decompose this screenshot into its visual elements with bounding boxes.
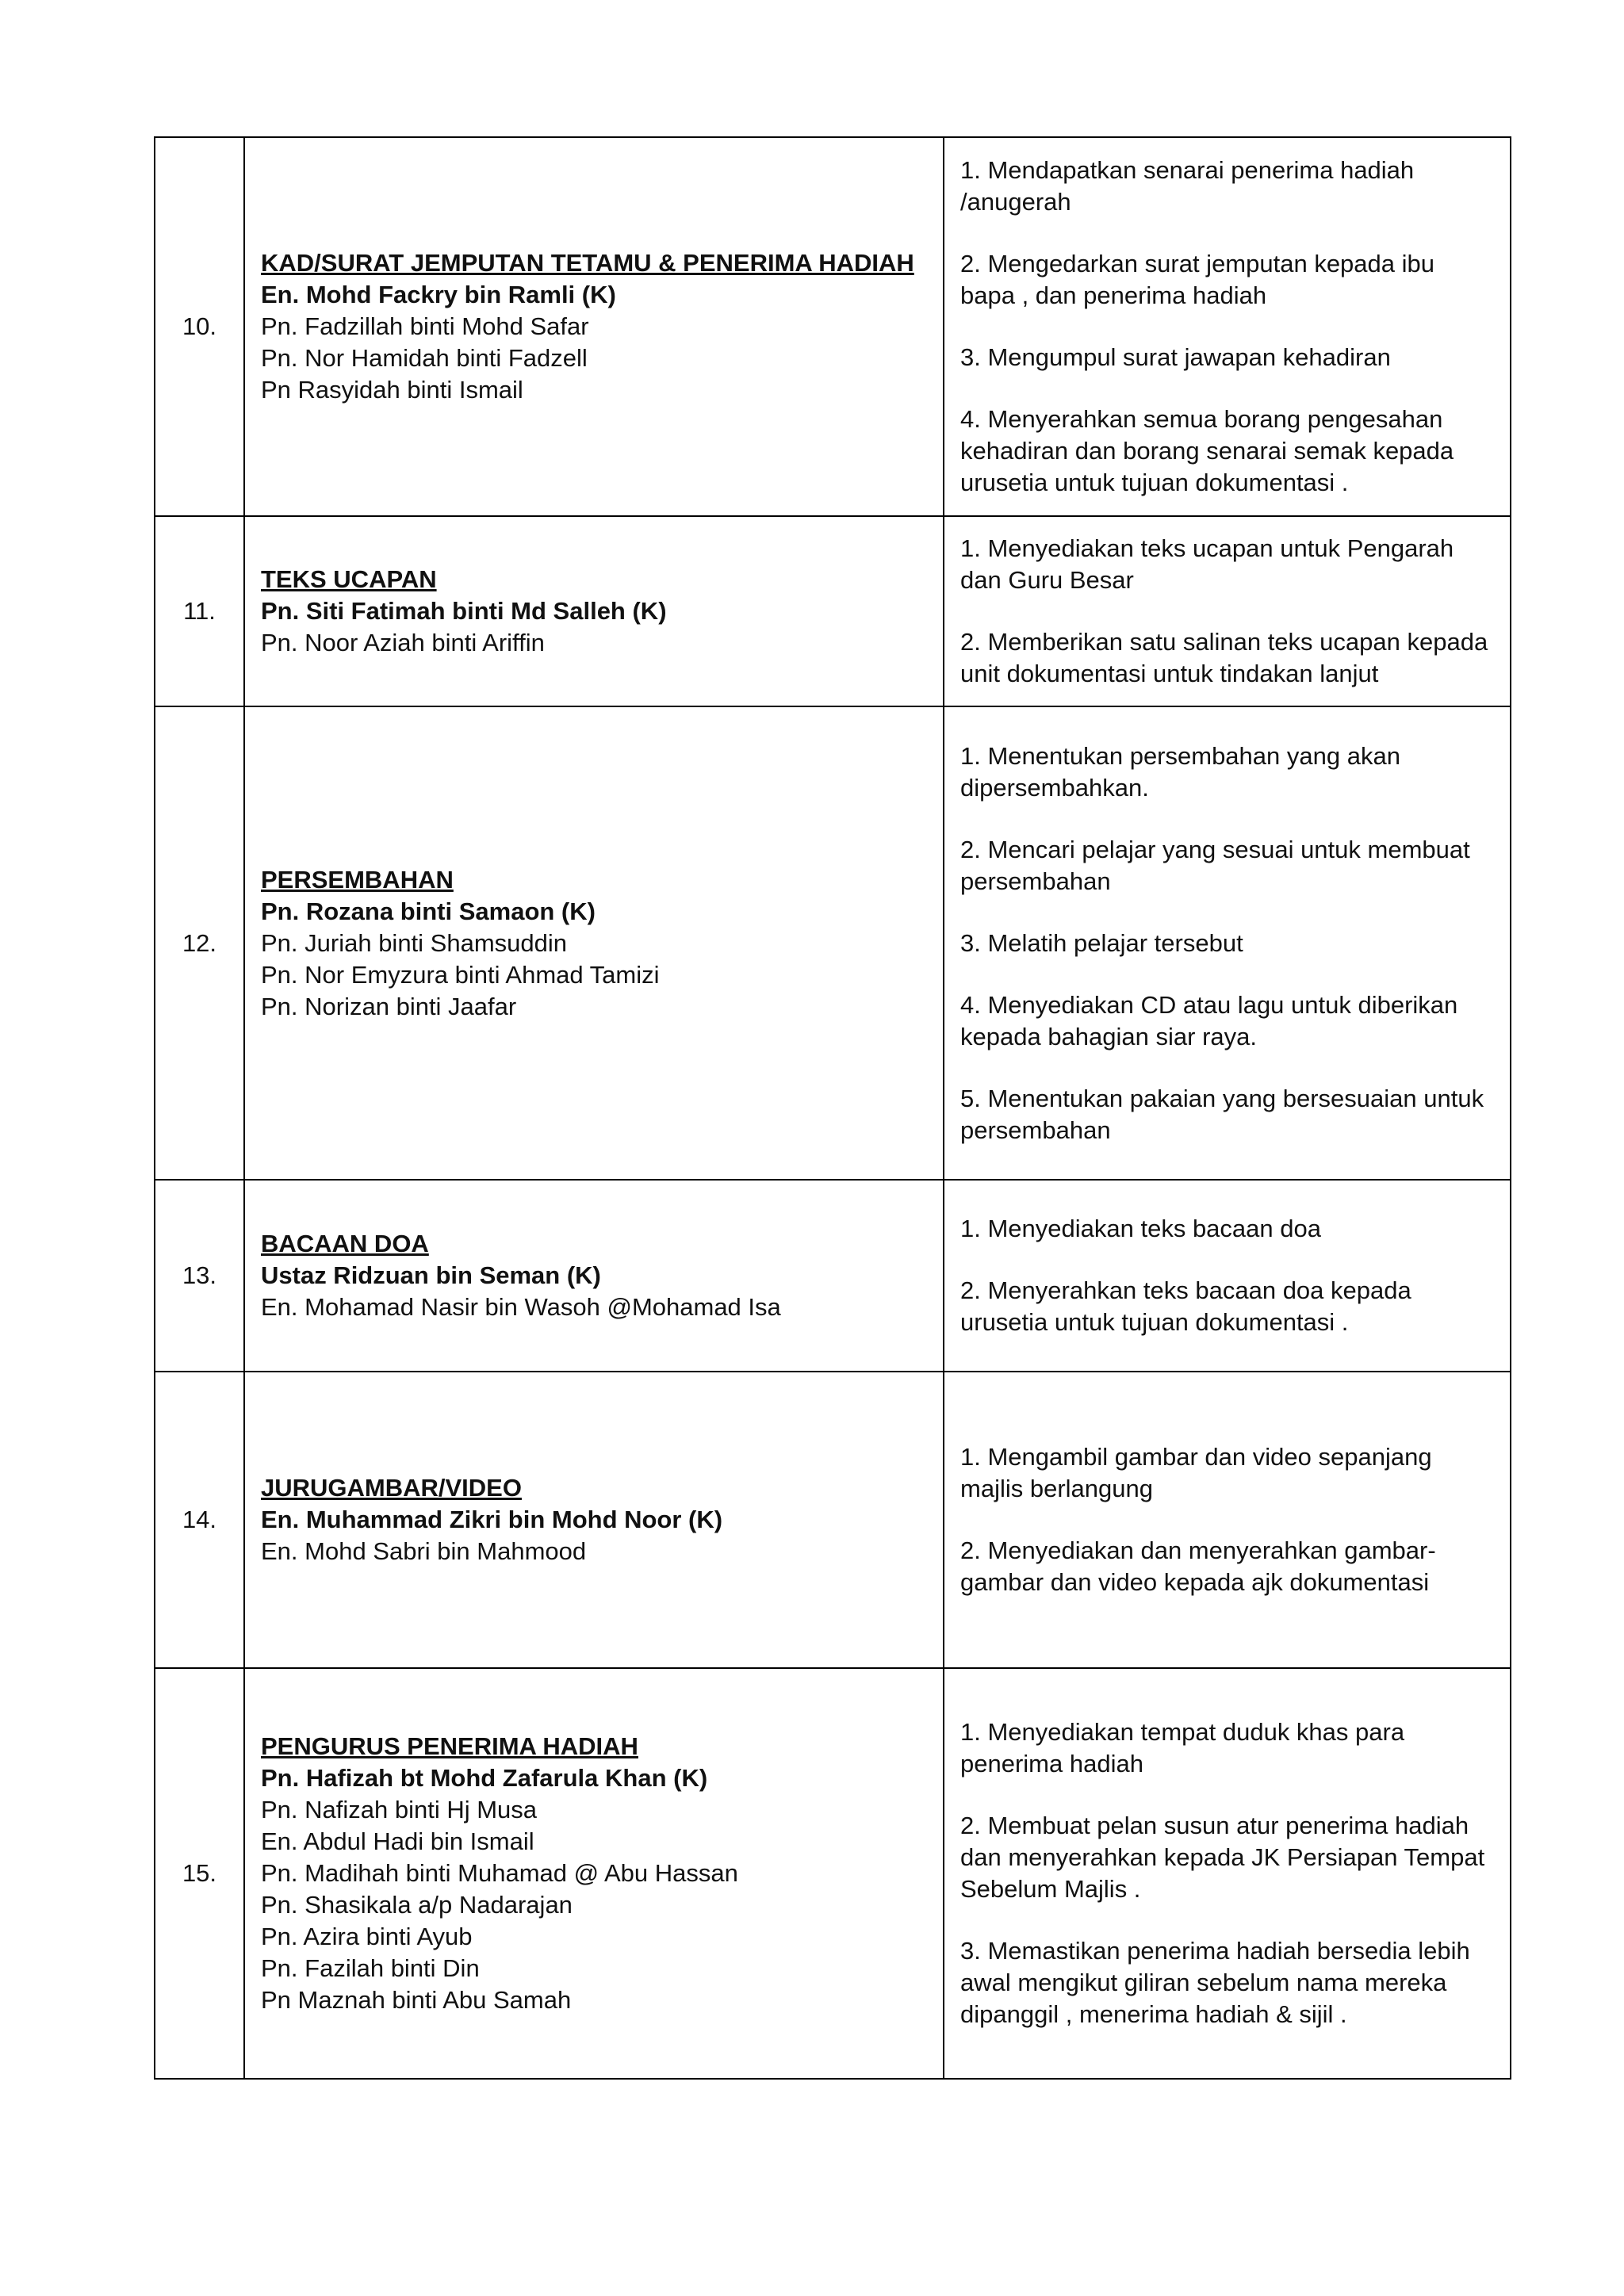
committee-member: Pn. Shasikala a/p Nadarajan bbox=[261, 1891, 573, 1919]
row-number: 15. bbox=[155, 1668, 244, 2079]
committee-member: Pn. Nor Hamidah binti Fadzell bbox=[261, 344, 588, 372]
committee-row bbox=[155, 516, 1511, 706]
committee-row bbox=[155, 706, 1511, 1180]
committee-title: KAD/SURAT JEMPUTAN TETAMU & PENERIMA HADIAH bbox=[261, 249, 914, 277]
task-item: 1. Mengambil gambar dan video sepanjang majlis berlangung bbox=[960, 1443, 1432, 1502]
committee-member: Pn. Nor Emyzura binti Ahmad Tamizi bbox=[261, 960, 660, 989]
task-cell bbox=[944, 1372, 1511, 1668]
committee-leader: Ustaz Ridzuan bin Seman (K) bbox=[261, 1261, 601, 1289]
committee-table bbox=[154, 136, 1511, 2080]
committee-cell bbox=[244, 1668, 944, 2079]
task-item: 2. Memberikan satu salinan teks ucapan kepada unit dokumentasi untuk tindakan lanjut bbox=[960, 628, 1488, 687]
task-item: 2. Mengedarkan surat jemputan kepada ibu bapa , dan penerima hadiah bbox=[960, 250, 1435, 309]
committee-member: Pn. Nafizah binti Hj Musa bbox=[261, 1796, 538, 1823]
task-item: 3. Melatih pelajar tersebut bbox=[960, 928, 1243, 957]
committee-cell bbox=[244, 516, 944, 706]
committee-member: En. Mohd Sabri bin Mahmood bbox=[261, 1537, 587, 1565]
committee-member: Pn. Noor Aziah binti Ariffin bbox=[261, 629, 545, 656]
task-item: 2. Menyerahkan teks bacaan doa kepada urusetia untuk tujuan dokumentasi . bbox=[960, 1276, 1411, 1336]
committee-title: PENGURUS PENERIMA HADIAH bbox=[261, 1732, 638, 1760]
task-item: 2. Mencari pelajar yang sesuai untuk membuat persembahan bbox=[960, 835, 1470, 895]
task-item: 4. Menyediakan CD atau lagu untuk diberikan kepada bahagian siar raya. bbox=[960, 990, 1458, 1050]
row-number: 11. bbox=[155, 516, 244, 706]
committee-member: Pn. Fadzillah binti Mohd Safar bbox=[261, 312, 589, 340]
committee-member: Pn. Norizan binti Jaafar bbox=[261, 992, 517, 1020]
committee-member: En. Abdul Hadi bin Ismail bbox=[261, 1827, 534, 1855]
committee-member: Pn. Madihah binti Muhamad @ Abu Hassan bbox=[261, 1859, 738, 1887]
task-item: 1. Mendapatkan senarai penerima hadiah /anugerah bbox=[960, 156, 1415, 216]
committee-title: BACAAN DOA bbox=[261, 1230, 429, 1257]
committee-title: PERSEMBAHAN bbox=[261, 865, 454, 894]
row-number: 10. bbox=[155, 137, 244, 516]
committee-row bbox=[155, 137, 1511, 516]
task-item: 3. Mengumpul surat jawapan kehadiran bbox=[960, 343, 1391, 371]
task-cell bbox=[944, 516, 1511, 706]
task-item: 1. Menyediakan teks ucapan untuk Pengarah dan Guru Besar bbox=[960, 534, 1454, 594]
committee-leader: Pn. Hafizah bt Mohd Zafarula Khan (K) bbox=[261, 1764, 708, 1792]
task-item: 2. Membuat pelan susun atur penerima hadiah dan menyerahkan kepada JK Persiapan Tempat Sebelum Majlis . bbox=[960, 1812, 1485, 1903]
committee-cell bbox=[244, 1372, 944, 1668]
committee-table-body bbox=[155, 137, 1511, 2079]
task-cell bbox=[944, 706, 1511, 1180]
task-cell bbox=[944, 137, 1511, 516]
task-cell bbox=[944, 1180, 1511, 1372]
task-item: 1. Menyediakan tempat duduk khas para penerima hadiah bbox=[960, 1718, 1405, 1777]
committee-cell bbox=[244, 1180, 944, 1372]
committee-leader: Pn. Rozana binti Samaon (K) bbox=[261, 897, 596, 925]
committee-member: En. Mohamad Nasir bin Wasoh @Mohamad Isa bbox=[261, 1293, 781, 1321]
task-item: 2. Menyediakan dan menyerahkan gambar-gambar dan video kepada ajk dokumentasi bbox=[960, 1536, 1436, 1596]
task-cell bbox=[944, 1668, 1511, 2079]
committee-leader: En. Muhammad Zikri bin Mohd Noor (K) bbox=[261, 1506, 723, 1533]
committee-row bbox=[155, 1668, 1511, 2079]
task-item: 3. Memastikan penerima hadiah bersedia lebih awal mengikut giliran sebelum nama mereka dipanggil , menerima hadiah & sijil . bbox=[960, 1937, 1470, 2028]
committee-row bbox=[155, 1180, 1511, 1372]
task-item: 4. Menyerahkan semua borang pengesahan kehadiran dan borang senarai semak kepada urusetia untuk tujuan dokumentasi . bbox=[960, 405, 1454, 496]
committee-cell bbox=[244, 706, 944, 1180]
task-item: 1. Menyediakan teks bacaan doa bbox=[960, 1215, 1321, 1242]
committee-member: Pn. Azira binti Ayub bbox=[261, 1923, 473, 1950]
committee-cell bbox=[244, 137, 944, 516]
committee-leader: En. Mohd Fackry bin Ramli (K) bbox=[261, 281, 616, 308]
committee-title: JURUGAMBAR/VIDEO bbox=[261, 1474, 522, 1502]
row-number: 12. bbox=[155, 706, 244, 1180]
row-number: 14. bbox=[155, 1372, 244, 1668]
row-number: 13. bbox=[155, 1180, 244, 1372]
committee-member: Pn Rasyidah binti Ismail bbox=[261, 376, 523, 404]
committee-title: TEKS UCAPAN bbox=[261, 565, 437, 593]
committee-member: Pn Maznah binti Abu Samah bbox=[261, 1986, 572, 2014]
committee-leader: Pn. Siti Fatimah binti Md Salleh (K) bbox=[261, 597, 667, 625]
committee-member: Pn. Fazilah binti Din bbox=[261, 1954, 480, 1982]
committee-row bbox=[155, 1372, 1511, 1668]
task-item: 1. Menentukan persembahan yang akan dipersembahkan. bbox=[960, 741, 1400, 802]
committee-member: Pn. Juriah binti Shamsuddin bbox=[261, 928, 568, 957]
task-item: 5. Menentukan pakaian yang bersesuaian untuk persembahan bbox=[960, 1084, 1484, 1144]
